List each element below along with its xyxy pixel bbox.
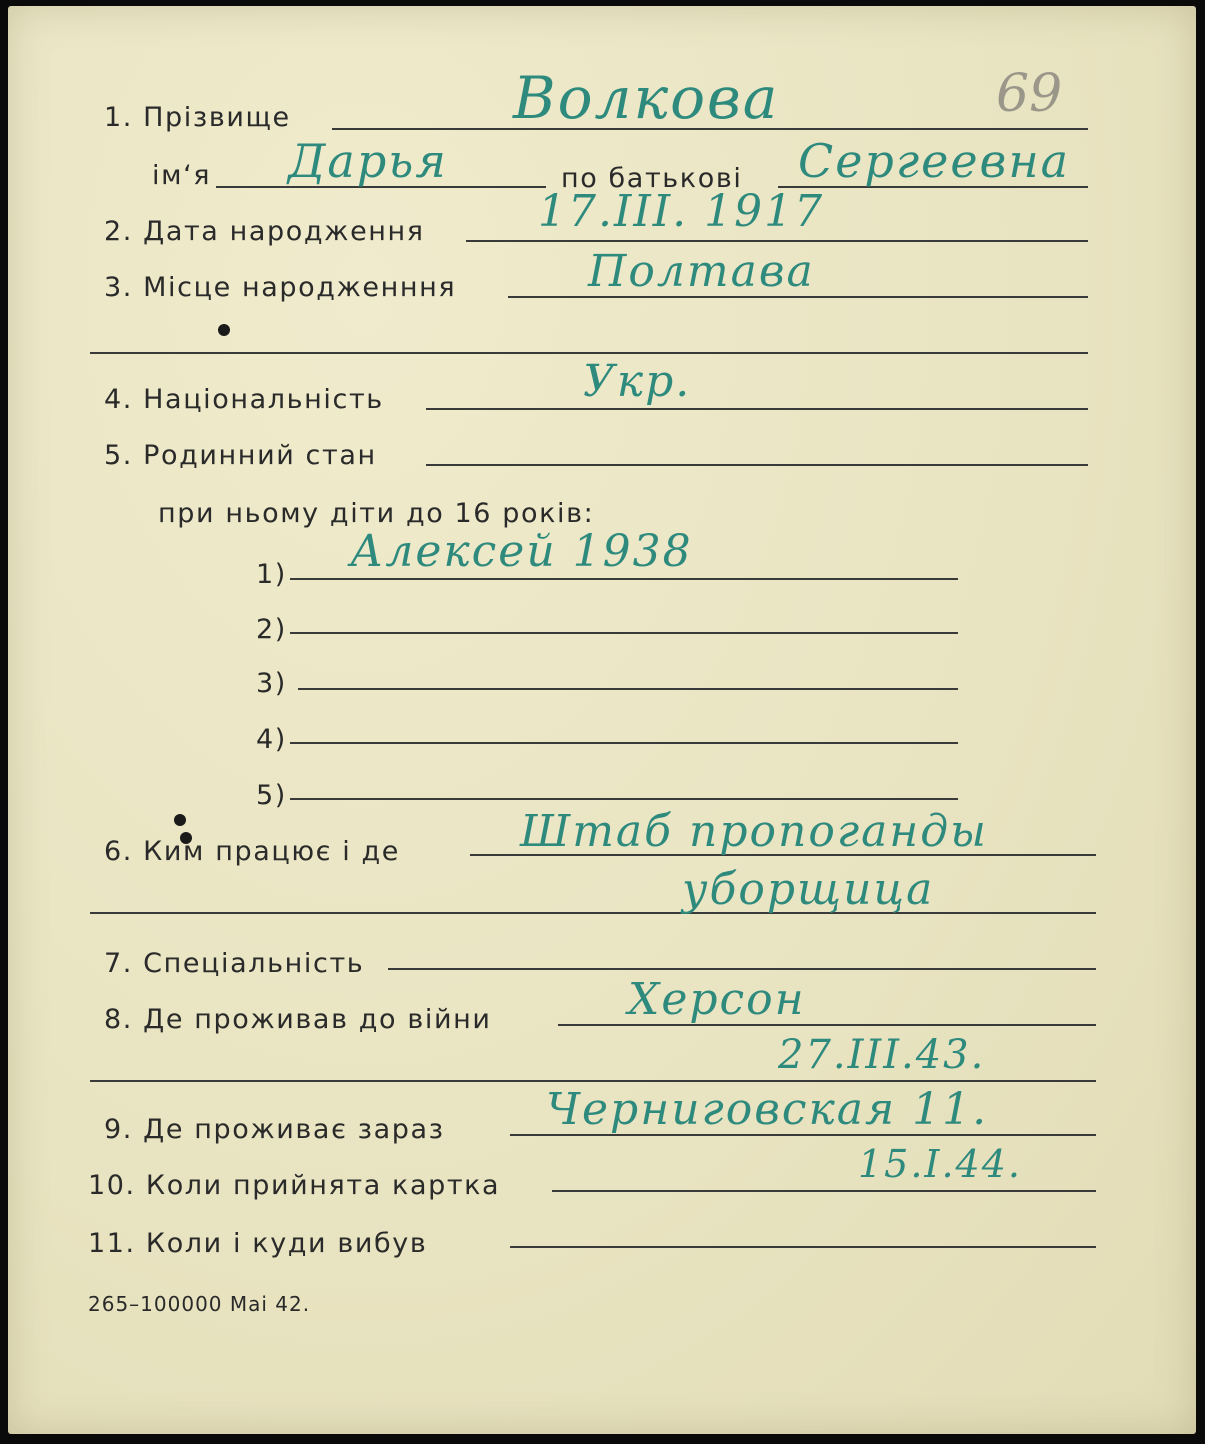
line-birth-place-2 — [90, 352, 1088, 354]
value-birth-place: Полтава — [588, 246, 815, 297]
line-work-2 — [90, 912, 1096, 914]
ink-dot — [174, 814, 186, 826]
value-work-2: уборщица — [682, 864, 935, 915]
value-birth-date: 17.III. 1917 — [538, 186, 825, 237]
line-family-status — [426, 464, 1088, 466]
label-family-status: 5. Родинний стан — [104, 440, 377, 471]
child-num-3: 3) — [256, 668, 287, 699]
label-departed: 11. Коли і куди вибув — [88, 1228, 428, 1259]
child-num-2: 2) — [256, 614, 287, 645]
value-surname: Волкова — [513, 64, 780, 132]
child-line-2 — [290, 632, 958, 634]
ink-dot — [218, 324, 230, 336]
label-patronymic: по батькові — [561, 163, 743, 194]
child-num-4: 4) — [256, 724, 287, 755]
child-value-1: Алексей 1938 — [350, 526, 693, 577]
label-name: ім‘я — [152, 160, 212, 191]
printer-imprint: 265–100000 Mai 42. — [88, 1292, 311, 1316]
label-children: при ньому діти до 16 років: — [158, 498, 595, 529]
value-current-residence: Черниговская 11. — [546, 1084, 989, 1135]
child-line-1 — [290, 578, 958, 580]
label-speciality: 7. Спеціальність — [104, 948, 365, 979]
value-work-1: Штаб пропоганды — [520, 806, 989, 857]
label-nationality: 4. Національність — [104, 384, 384, 415]
child-line-5 — [290, 798, 958, 800]
value-prewar-residence: Херсон — [628, 974, 806, 1025]
value-card-accepted: 15.I.44. — [858, 1142, 1022, 1186]
line-nationality — [426, 408, 1088, 410]
value-nationality: Укр. — [583, 356, 692, 407]
label-work: 6. Ким працює і де — [104, 836, 401, 867]
line-card-accepted — [552, 1190, 1096, 1192]
label-birth-place: 3. Місце народженння — [104, 272, 457, 303]
child-num-5: 5) — [256, 780, 287, 811]
note-date: 27.III.43. — [778, 1032, 986, 1078]
child-line-3 — [298, 688, 958, 690]
pencil-number: 69 — [996, 64, 1063, 124]
label-card-accepted: 10. Коли прийнята картка — [88, 1170, 501, 1201]
registration-card — [8, 6, 1196, 1434]
child-line-4 — [290, 742, 958, 744]
line-birth-date — [466, 240, 1088, 242]
label-birth-date: 2. Дата народження — [104, 216, 425, 247]
label-current-residence: 9. Де проживає зараз — [104, 1114, 445, 1145]
value-name: Дарья — [288, 134, 448, 188]
line-prewar-residence-2 — [90, 1080, 1096, 1082]
label-surname: 1. Прізвище — [104, 102, 291, 133]
label-prewar-residence: 8. Де проживав до війни — [104, 1004, 492, 1035]
child-num-1: 1) — [256, 559, 287, 590]
line-departed — [510, 1246, 1096, 1248]
value-patronymic: Сергеевна — [798, 134, 1071, 188]
line-speciality — [388, 968, 1096, 970]
